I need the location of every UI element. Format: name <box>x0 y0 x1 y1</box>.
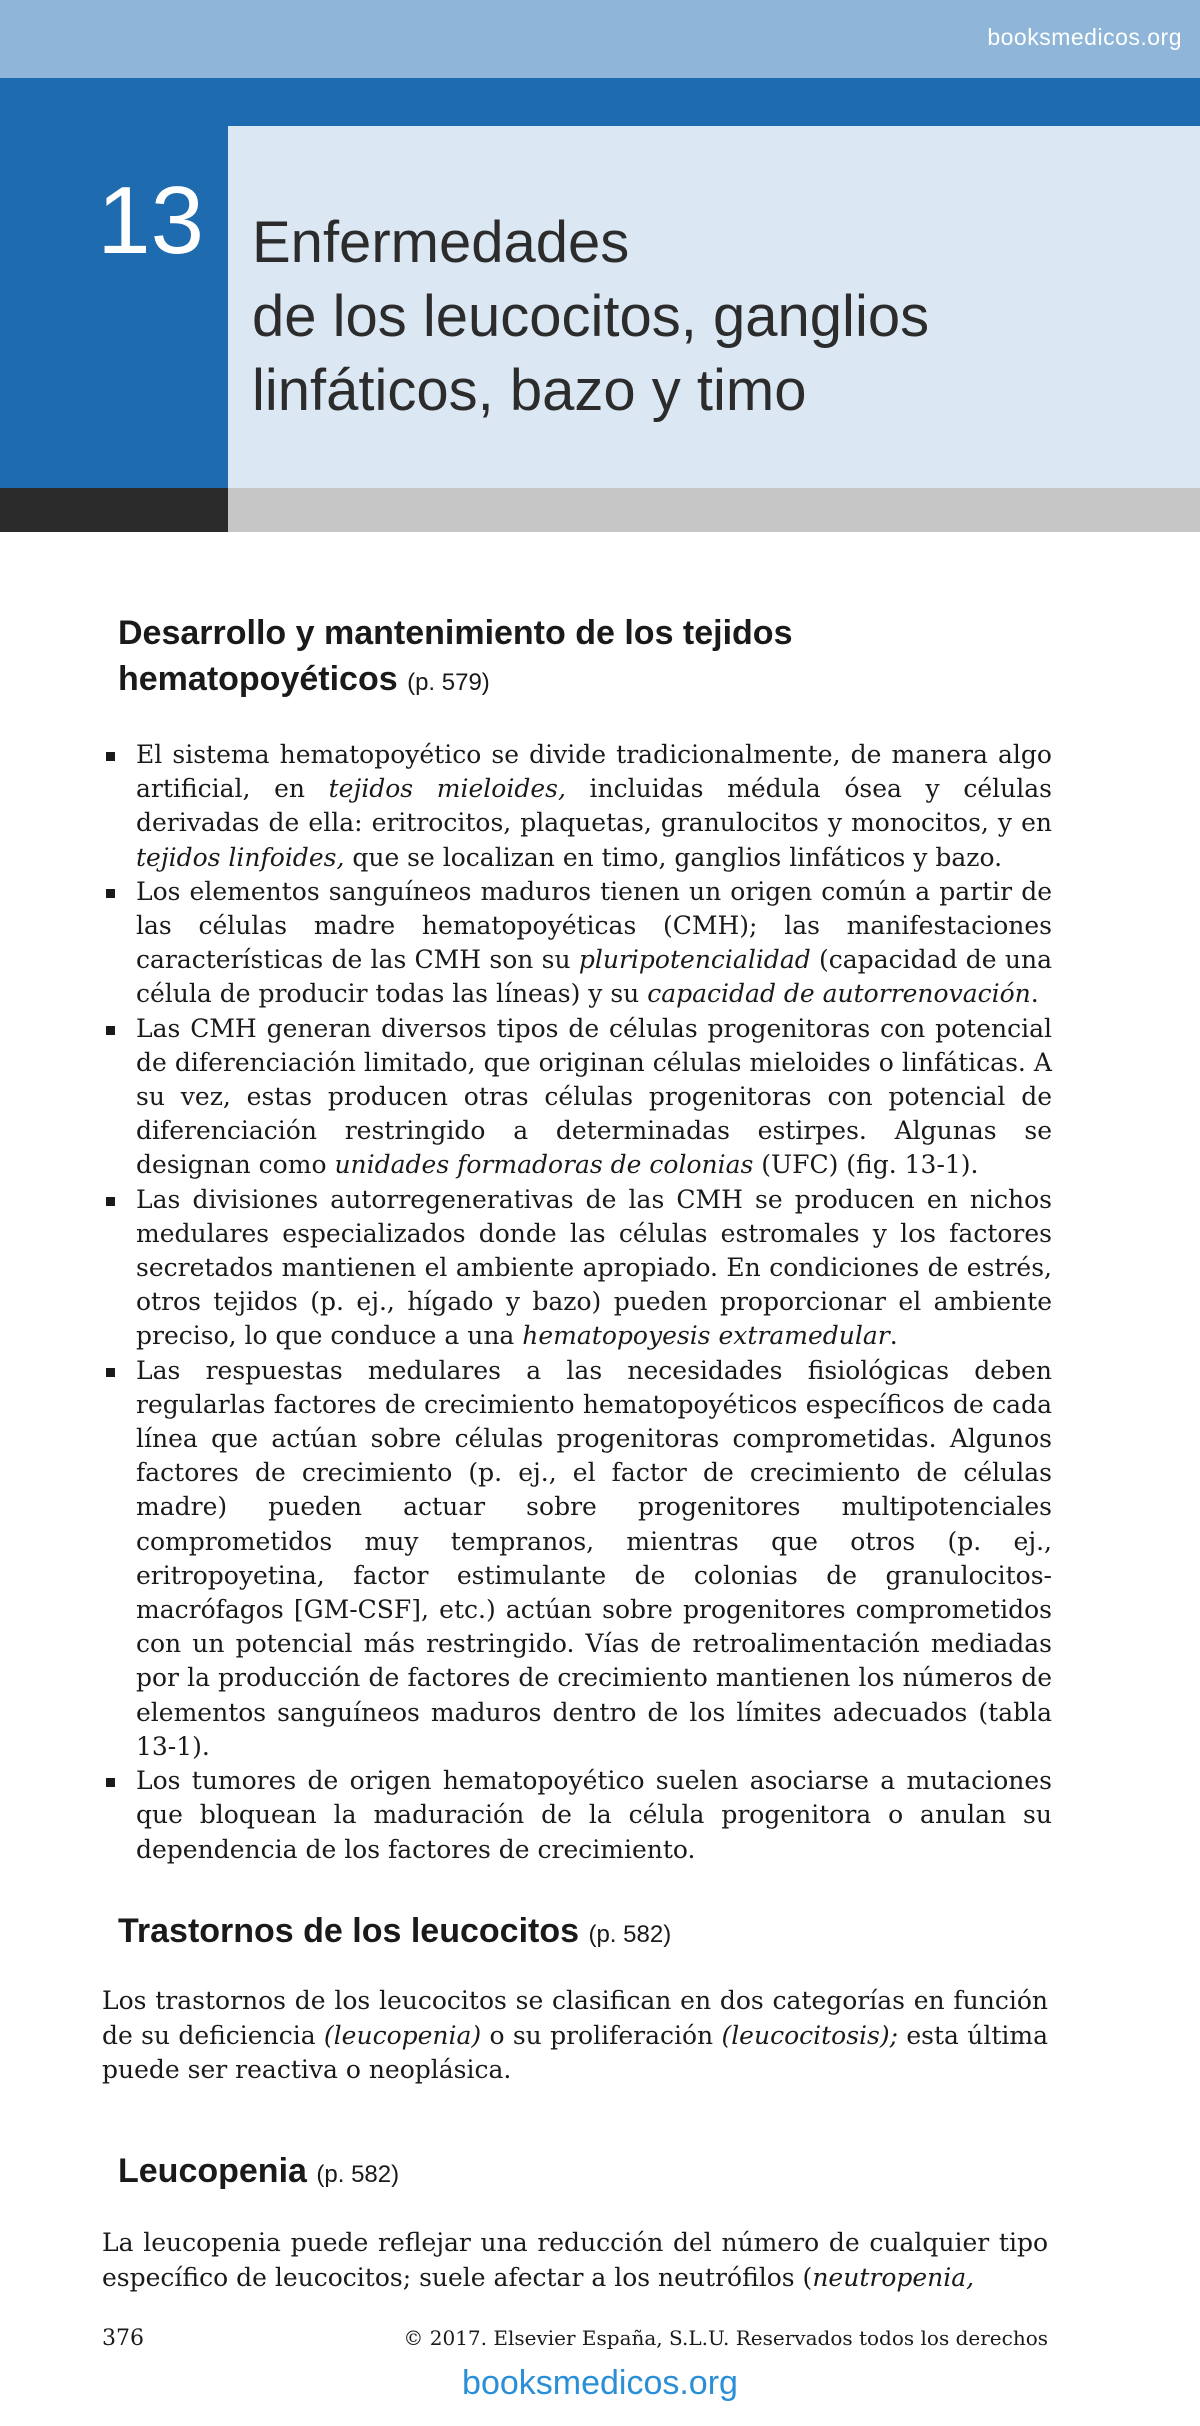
chapter-title-line: Enfermedades <box>252 210 630 275</box>
chapter-number: 13 <box>97 167 204 274</box>
copyright-notice: © 2017. Elsevier España, S.L.U. Reservados todos los derechos <box>403 2326 1048 2350</box>
header-stripe <box>228 78 1200 126</box>
page-reference: (p. 582) <box>588 1921 672 1948</box>
header-bottom-dark-bar <box>0 488 228 532</box>
header-bottom-gray-bar <box>228 488 1200 532</box>
bullet-item: Los elementos sanguíneos maduros tienen un origen común a partir de las células madre hematopoyéticas (CMH); las manifestaciones características de las CMH son su pluripotencialidad (capacidad de una célula de producir todas las líneas) y su capacidad de autorrenovación. <box>102 875 1052 1012</box>
paragraph-leukocyte-disorders: Los trastornos de los leucocitos se clasifican en dos categorías en función de su deficiencia (leucopenia) o su proliferación (leucocitosis); esta última puede ser reactiva o neoplásica. <box>102 1986 1048 2084</box>
chapter-title-box <box>228 126 1200 488</box>
paragraph-leukopenia: La leucopenia puede reflejar una reducción del número de cualquier tipo específico de leucocitos; suele afectar a los neutrófilos (neutropenia, <box>102 2228 1048 2292</box>
chapter-number-block <box>0 78 228 488</box>
section-heading-leukocyte-disorders: Trastornos de los leucocitos (p. 582) <box>118 1912 672 1950</box>
section-heading-line2: hematopoyéticos <box>118 660 398 698</box>
section-heading-line1: Desarrollo y mantenimiento de los tejidos <box>118 614 793 652</box>
bullet-item: Las CMH generan diversos tipos de células progenitoras con potencial de diferenciación limitado, que originan células mieloides o linfáticas. A su vez, estas producen otras células progenitoras con potencial de diferenciación restringido a determinadas estirpes. Algunas se designan como unidades formadoras de colonias (UFC) (fig. 13-1). <box>102 1012 1052 1183</box>
chapter-title-line: de los leucocitos, ganglios <box>252 284 930 349</box>
page-reference: (p. 579) <box>407 669 490 696</box>
bullet-item: Los tumores de origen hematopoyético suelen asociarse a mutaciones que bloquean la maduración de la célula progenitora o anulan su dependencia de los factores de crecimiento. <box>102 1764 1052 1867</box>
footer-site-link[interactable]: booksmedicos.org <box>462 2364 738 2402</box>
page-reference: (p. 582) <box>316 2161 400 2188</box>
section-heading-leukopenia: Leucopenia (p. 582) <box>118 2152 400 2190</box>
bullet-item: Las respuestas medulares a las necesidades fisiológicas deben regularlas factores de crecimiento hematopoyéticos específicos de cada línea que actúan sobre células progenitoras comprometidas. Algunos factores de crecimiento (p. ej., el factor de crecimiento de células madre) pueden actuar sobre progenitores multipotenciales comprometidos muy tempranos, mientras que otros (p. ej., eritropoyetina, factor estimulante de colonias de granulocitos-macrófagos [GM-CSF], etc.) actúan sobre progenitores comprometidos con un potencial más restringido. Vías de retroalimentación mediadas por la producción de factores de crecimiento mantienen los números de elementos sanguíneos maduros dentro de los límites adecuados (tabla 13-1). <box>102 1354 1052 1764</box>
chapter-title <box>252 206 929 428</box>
bullet-item: El sistema hematopoyético se divide tradicionalmente, de manera algo artificial, en tejidos mieloides, incluidas médula ósea y células derivadas de ella: eritrocitos, plaquetas, granulocitos y monocitos, y en tejidos linfoides, que se localizan en timo, ganglios linfáticos y bazo. <box>102 738 1052 875</box>
section-heading-hematopoietic <box>118 610 1038 706</box>
page-number: 376 <box>102 2326 144 2351</box>
top-banner <box>0 0 1200 78</box>
bullet-item: Las divisiones autorregenerativas de las CMH se producen en nichos medulares especializados donde las células estromales y los factores secretados mantienen el ambiente apropiado. En condiciones de estrés, otros tejidos (p. ej., hígado y bazo) pueden proporcionar el ambiente preciso, lo que conduce a una hematopoyesis extramedular. <box>102 1183 1052 1354</box>
chapter-title-line: linfáticos, bazo y timo <box>252 358 807 423</box>
bullet-list <box>102 738 1052 1867</box>
header-site-watermark: booksmedicos.org <box>987 24 1182 50</box>
